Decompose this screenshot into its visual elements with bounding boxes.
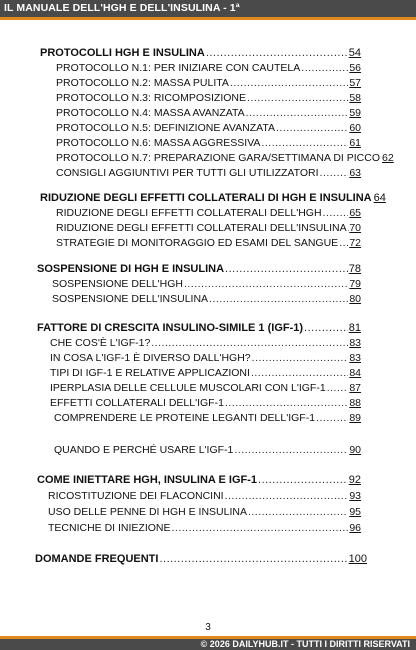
toc-entry-text: PROTOCOLLO N.4: MASSA AVANZATA bbox=[56, 107, 245, 119]
toc-leader-dots bbox=[184, 278, 348, 291]
toc-leader-dots bbox=[247, 92, 348, 105]
toc-page-link[interactable]: 62 bbox=[382, 152, 394, 164]
toc-leader-dots bbox=[246, 107, 349, 120]
toc-entry[interactable] bbox=[54, 444, 361, 457]
toc-entry[interactable] bbox=[52, 293, 361, 306]
toc-entry-text: RICOSTITUZIONE DEI FLACONCINI bbox=[48, 490, 224, 502]
toc-page-link[interactable]: 78 bbox=[348, 263, 361, 275]
toc-leader-dots bbox=[348, 222, 349, 235]
toc-entry-text: RIDUZIONE DEGLI EFFETTI COLLATERALI DI HGH E INSULINA bbox=[40, 192, 372, 204]
toc-leader-dots bbox=[252, 352, 349, 365]
toc-entry[interactable] bbox=[50, 382, 361, 395]
toc-entry[interactable] bbox=[56, 107, 361, 120]
toc-entry-text: TIPI DI IGF-1 E RELATIVE APPLICAZIONI bbox=[50, 367, 250, 379]
toc-entry-iniettare[interactable] bbox=[37, 474, 361, 487]
toc-entry[interactable] bbox=[56, 237, 361, 250]
toc-page-link[interactable]: 58 bbox=[349, 92, 361, 104]
toc-entry-text: FATTORE DI CRESCITA INSULINO-SIMILE 1 (IGF-1) bbox=[37, 322, 304, 334]
toc-entry[interactable] bbox=[54, 412, 361, 425]
toc-leader-dots bbox=[276, 122, 348, 135]
toc-entry-text: PROTOCOLLO N.7: PREPARAZIONE GARA/SETTIMANA DI PICCO bbox=[56, 152, 381, 164]
toc-leader-dots bbox=[225, 490, 349, 503]
toc-page-link[interactable]: 57 bbox=[349, 77, 361, 89]
toc-leader-dots bbox=[323, 207, 349, 220]
toc-entry-text: TECNICHE DI INIEZIONE bbox=[48, 522, 171, 534]
toc-page-link[interactable]: 89 bbox=[349, 412, 361, 424]
toc-page-link[interactable]: 70 bbox=[349, 222, 361, 234]
toc-leader-dots bbox=[225, 263, 348, 276]
toc-page-link[interactable]: 87 bbox=[349, 382, 361, 394]
toc-entry-text: PROTOCOLLO N.1: PER INIZIARE CON CAUTELA bbox=[56, 62, 301, 74]
toc-page-link[interactable]: 80 bbox=[349, 293, 361, 305]
footer-bar bbox=[0, 636, 416, 650]
toc-leader-dots bbox=[261, 137, 348, 150]
toc-entry[interactable] bbox=[56, 122, 361, 135]
toc-entry-text: EFFETTI COLLATERALI DELL'IGF-1 bbox=[50, 397, 224, 409]
toc-page-link[interactable]: 63 bbox=[349, 167, 361, 179]
toc-leader-dots bbox=[320, 167, 349, 180]
toc-leader-dots bbox=[258, 474, 348, 487]
toc-entry-text: PROTOCOLLO N.2: MASSA PULITA bbox=[56, 77, 229, 89]
copyright-text: © 2026 DAILYHUB.IT - TUTTI I DIRITTI RISERVATI bbox=[200, 639, 410, 649]
toc-entry-text: STRATEGIE DI MONITORAGGIO ED ESAMI DEL SANGUE bbox=[56, 237, 339, 249]
toc-page-link[interactable]: 59 bbox=[349, 107, 361, 119]
toc-leader-dots bbox=[159, 553, 347, 566]
toc-page-link[interactable]: 79 bbox=[349, 278, 361, 290]
toc-entry-text: COME INIETTARE HGH, INSULINA E IGF-1 bbox=[37, 474, 258, 486]
toc-entry[interactable] bbox=[50, 367, 361, 380]
toc-leader-dots bbox=[339, 237, 348, 250]
toc-page-link[interactable]: 90 bbox=[349, 444, 361, 456]
toc-entry-sospensione[interactable] bbox=[37, 263, 361, 276]
toc-entry[interactable] bbox=[56, 77, 361, 90]
toc-entry[interactable] bbox=[48, 522, 361, 535]
toc-page-link[interactable]: 72 bbox=[349, 237, 361, 249]
toc-leader-dots bbox=[209, 293, 348, 306]
toc-page-link[interactable]: 84 bbox=[349, 367, 361, 379]
toc-entry[interactable] bbox=[56, 167, 361, 180]
toc-entry-text: IPERPLASIA DELLE CELLULE MUSCOLARI CON L'IGF-1 bbox=[50, 382, 326, 394]
toc-leader-dots bbox=[230, 77, 348, 90]
toc-leader-dots bbox=[251, 367, 348, 380]
toc-entry[interactable] bbox=[50, 352, 361, 365]
toc-leader-dots bbox=[301, 62, 348, 75]
toc-leader-dots bbox=[248, 506, 348, 519]
toc-entry-text: PROTOCOLLO N.6: MASSA AGGRESSIVA bbox=[56, 137, 261, 149]
toc-page-link[interactable]: 54 bbox=[348, 47, 361, 59]
toc-entry-text: DOMANDE FREQUENTI bbox=[35, 553, 159, 565]
toc-entry-text: PROTOCOLLO N.3: RICOMPOSIZIONE bbox=[56, 92, 247, 104]
toc-entry-text: CONSIGLI AGGIUNTIVI PER TUTTI GLI UTILIZZATORI bbox=[56, 167, 319, 179]
toc-entry-text: COMPRENDERE LE PROTEINE LEGANTI DELL'IGF-1 bbox=[54, 412, 316, 424]
toc-page-link[interactable]: 60 bbox=[349, 122, 361, 134]
toc-entry-text: RIDUZIONE DEGLI EFFETTI COLLATERALI DELL'HGH bbox=[56, 207, 322, 219]
toc-page-link[interactable]: 64 bbox=[373, 192, 386, 204]
document-title: IL MANUALE DELL'HGH E DELL'INSULINA - 1ª bbox=[4, 2, 240, 14]
toc-leader-dots bbox=[151, 337, 348, 350]
toc-entry-text: IN COSA L'IGF-1 È DIVERSO DALL'HGH? bbox=[50, 352, 251, 364]
toc-leader-dots bbox=[327, 382, 349, 395]
toc-entry[interactable] bbox=[50, 337, 361, 350]
toc-entry-text: CHE COS'È L'IGF-1? bbox=[50, 337, 151, 349]
toc-entry[interactable] bbox=[56, 62, 361, 75]
toc-page-link[interactable]: 61 bbox=[349, 137, 361, 149]
toc-entry[interactable] bbox=[48, 490, 361, 503]
toc-entry[interactable] bbox=[56, 137, 361, 150]
toc-entry[interactable] bbox=[50, 397, 361, 410]
page-number: 3 bbox=[205, 622, 211, 633]
toc-entry-text: SOSPENSIONE DI HGH E INSULINA bbox=[37, 263, 225, 275]
toc-page-link[interactable]: 88 bbox=[349, 397, 361, 409]
toc-entry-text: RIDUZIONE DEGLI EFFETTI COLLATERALI DELL'INSULINA bbox=[56, 222, 347, 234]
toc-page-link[interactable]: 83 bbox=[349, 352, 361, 364]
toc-page-link[interactable]: 83 bbox=[349, 337, 361, 349]
toc-leader-dots bbox=[225, 397, 348, 410]
toc-entry-text: PROTOCOLLI HGH E INSULINA bbox=[40, 47, 205, 59]
toc-leader-dots bbox=[304, 322, 348, 335]
toc-leader-dots bbox=[172, 522, 349, 535]
toc-page-link[interactable]: 65 bbox=[349, 207, 361, 219]
toc-entry-text: QUANDO E PERCHÉ USARE L'IGF-1 bbox=[54, 444, 234, 456]
toc-entry-igf1[interactable] bbox=[37, 322, 361, 335]
toc-entry-riduzione[interactable] bbox=[40, 192, 386, 205]
toc-page-link[interactable]: 81 bbox=[348, 322, 361, 334]
toc-page-link[interactable]: 93 bbox=[349, 490, 361, 502]
toc-entry-text: PROTOCOLLO N.5: DEFINIZIONE AVANZATA bbox=[56, 122, 275, 134]
toc-entry[interactable] bbox=[56, 92, 361, 105]
toc-page-link[interactable]: 95 bbox=[349, 506, 361, 518]
toc-page-link[interactable]: 92 bbox=[348, 474, 361, 486]
toc-entry-text: USO DELLE PENNE DI HGH E INSULINA bbox=[48, 506, 247, 518]
toc-page-link[interactable]: 56 bbox=[349, 62, 361, 74]
toc-entry-domande[interactable] bbox=[35, 553, 367, 566]
toc-leader-dots bbox=[206, 47, 348, 60]
toc-entry[interactable] bbox=[48, 506, 361, 519]
toc-entry[interactable] bbox=[56, 152, 394, 165]
toc-entry-protocolli[interactable] bbox=[40, 47, 361, 60]
toc-entry[interactable] bbox=[52, 278, 361, 291]
toc-page-link[interactable]: 100 bbox=[348, 553, 367, 565]
toc-leader-dots bbox=[316, 412, 348, 425]
toc-page-link[interactable]: 96 bbox=[349, 522, 361, 534]
toc-entry-text: SOSPENSIONE DELL'INSULINA bbox=[52, 293, 209, 305]
toc-leader-dots bbox=[234, 444, 348, 457]
toc-entry[interactable] bbox=[56, 207, 361, 220]
toc-entry-text: SOSPENSIONE DELL'HGH bbox=[52, 278, 183, 290]
toc-entry[interactable] bbox=[56, 222, 361, 235]
